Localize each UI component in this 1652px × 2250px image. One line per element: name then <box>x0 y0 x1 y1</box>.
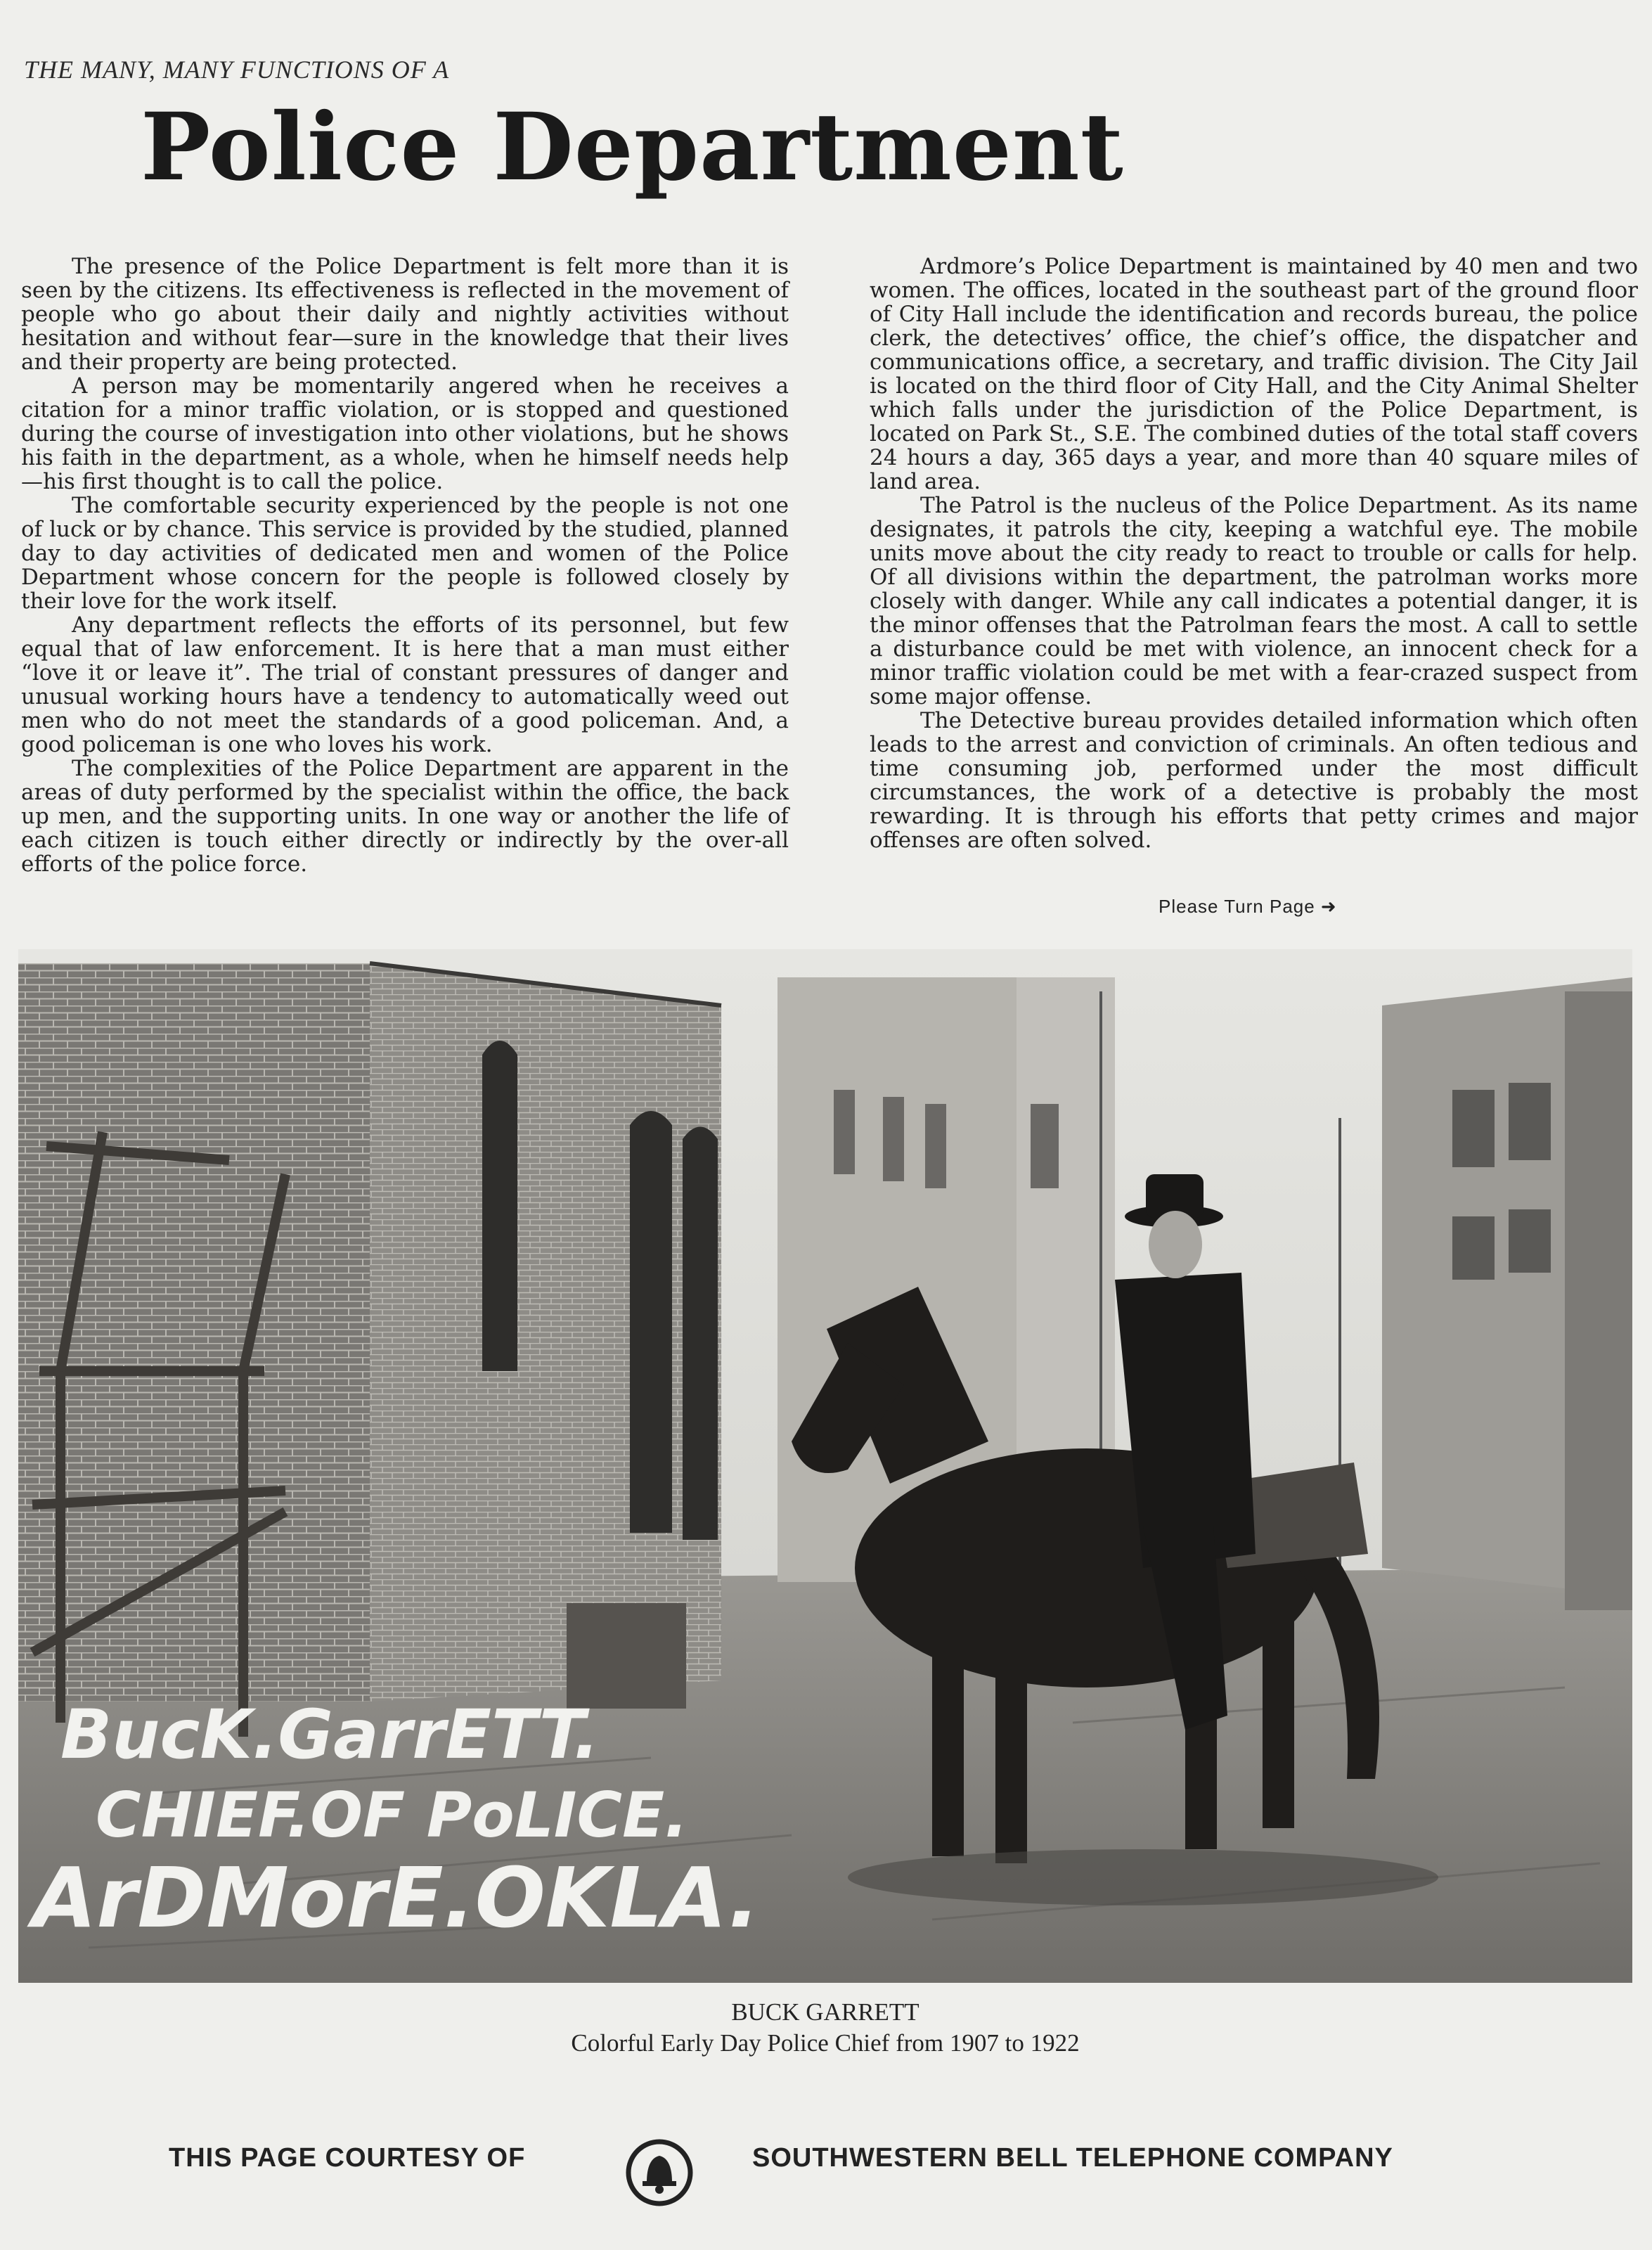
article-paragraph: The presence of the Police Department is felt more than it is seen by the citizens. Its effectiveness is reflected in the movement of people who go about their daily and nightly activities without hesitation and without fear—sure in the knowledge that their lives and their property are being protected. <box>21 254 789 375</box>
historic-photo <box>18 949 1632 1983</box>
article-paragraph: The complexities of the Police Department are apparent in the areas of duty performed by the specialist within the office, the back up men, and the supporting units. In one way or another the life of each citizen is touch either directly or indirectly by the over-all efforts of the police force. <box>21 756 789 877</box>
page-title: Police Department <box>141 93 1124 202</box>
page-kicker: THE MANY, MANY FUNCTIONS OF A <box>24 56 450 84</box>
photo-caption <box>18 1997 1632 2059</box>
svg-text:ArDMorE.OKLA.: ArDMorE.OKLA. <box>32 1849 760 1946</box>
article-paragraph: Ardmore’s Police Department is maintained by 40 men and two women. The offices, located in the southeast part of the ground floor of City Hall include the identification and records bureau, the police clerk, the detectives’ office, the chief’s office, the dispatcher and communications office, a secretary, and traffic division. The City Jail is located on the third floor of City Hall, and the City Animal Shelter which falls under the jurisdiction of the Police Department, is located on Park St., S.E. The combined duties of the total staff covers 24 hours a day, 365 days a year, and more than 40 square miles of land area. <box>870 254 1638 494</box>
bell-icon <box>624 2138 695 2208</box>
please-turn-page-label: Please Turn Page ➜ <box>1159 896 1337 917</box>
article-paragraph: A person may be momentarily angered when he receives a citation for a minor traffic violation, or is stopped and questioned during the course of investigation into other violations, but he shows his faith in the department, as a whole, when he himself needs help—his first thought is to call the police. <box>21 373 789 494</box>
svg-text:CHIEF.OF PoLICE.: CHIEF.OF PoLICE. <box>96 1779 688 1851</box>
article-column-right <box>870 255 1638 852</box>
photo-illustration <box>18 949 1632 1983</box>
article-column-left <box>21 255 789 876</box>
footer-courtesy-text: THIS PAGE COURTESY OF <box>169 2143 526 2173</box>
article-paragraph: The comfortable security experienced by the people is not one of luck or by chance. This service is provided by the studied, planned day to day activities of dedicated men and women of the Police Department whose concern for the people is followed closely by their love for the work itself. <box>21 493 789 614</box>
sponsor-footer <box>0 2138 1652 2194</box>
article-paragraph: The Patrol is the nucleus of the Police Department. As its name designates, it patrols the city, keeping a watchful eye. The mobile units move about the city ready to react to trouble or calls for help. Of all divisions within the department, the patrolman works more closely with danger. While any call indicates a potential danger, it is the minor offenses that the Patrolman fears the most. A call to settle a disturbance could be met with violence, an innocent check for a minor traffic violation could be met with a fear-crazed suspect from some major offense. <box>870 493 1638 709</box>
svg-text:BucK.GarrETT.: BucK.GarrETT. <box>60 1695 600 1774</box>
article-paragraph: The Detective bureau provides detailed information which often leads to the arrest and conviction of criminals. An often tedious and time consuming job, performed under the most difficult circumstances, the work of a detective is probably the most rewarding. It is through his efforts that petty crimes and major offenses are often solved. <box>870 708 1638 853</box>
photo-caption-text: Colorful Early Day Police Chief from 1907 to 1922 <box>571 2029 1080 2057</box>
photo-caption-name: BUCK GARRETT <box>731 1998 919 2026</box>
footer-company-name: SOUTHWESTERN BELL TELEPHONE COMPANY <box>752 2143 1393 2173</box>
article-paragraph: Any department reflects the efforts of its personnel, but few equal that of law enforcement. It is here that a man must either “love it or leave it”. The trial of constant pressures of danger and unusual working hours have a tendency to automatically weed out men who do not meet the standards of a good policeman. And, a good policeman is one who loves his work. <box>21 612 789 757</box>
